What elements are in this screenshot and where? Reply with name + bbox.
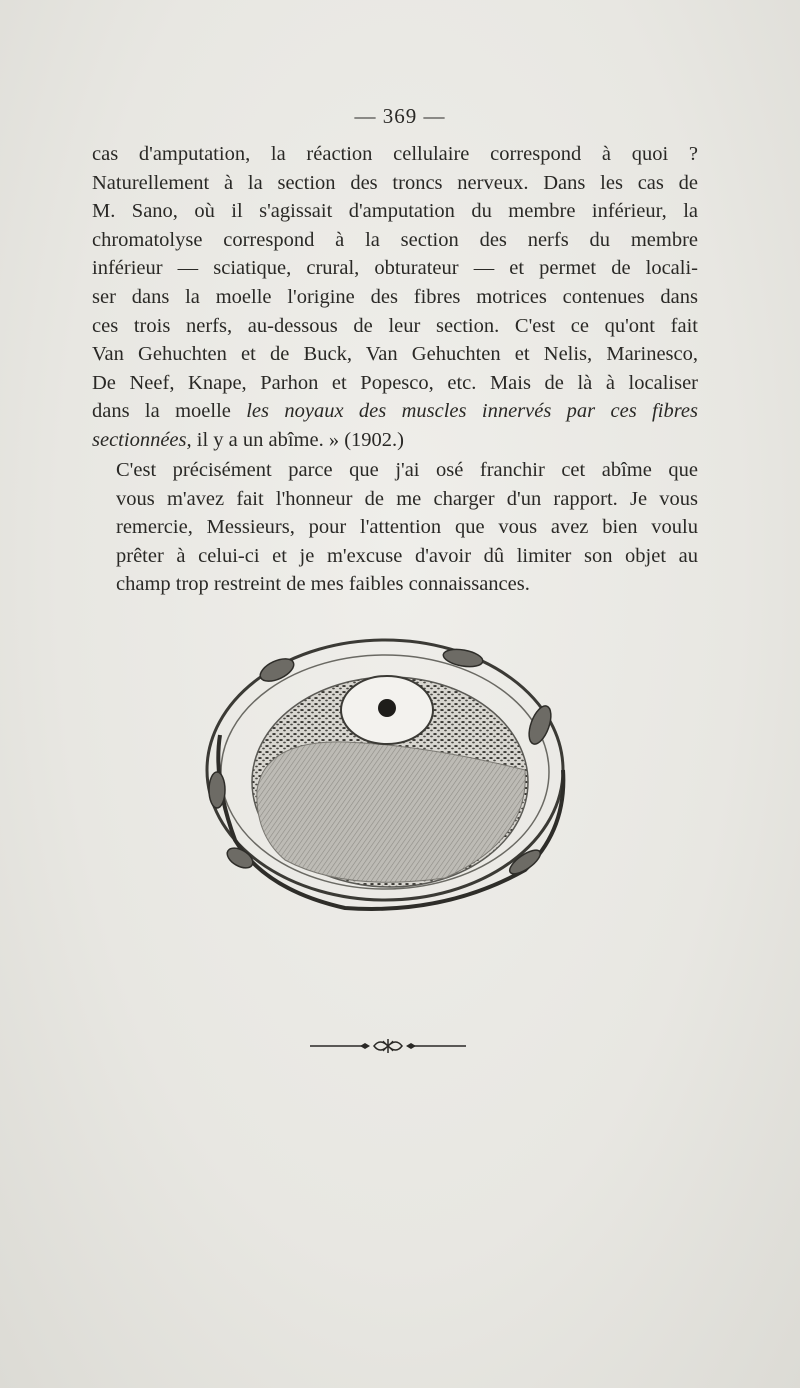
paragraph-2 <box>92 456 698 599</box>
text-line: vous m'avez fait l'honneur de me charger d'un rapport. Je vous <box>116 487 698 510</box>
text-line: De Neef, Knape, Parhon et Popesco, etc. Mais de là à localiser <box>92 371 698 394</box>
text-line: M. Sano, où il s'agissait d'amputation du membre inférieur, la <box>92 200 698 223</box>
text-line: ces trois nerfs, au-dessous de leur section. C'est ce qu'ont fait <box>92 314 698 337</box>
text-line: C'est précisément parce que j'ai osé franchir cet abîme que <box>116 459 698 481</box>
text-line: champ trop restreint de mes faibles connaissances. <box>116 573 530 596</box>
italic-phrase: sectionnées, <box>92 428 192 451</box>
text-line-mixed <box>92 426 698 455</box>
text-run: dans la moelle <box>92 400 247 423</box>
text-line: chromatolyse correspond à la section des nerfs du membre <box>92 228 698 251</box>
nerve-cell-illustration <box>195 630 575 920</box>
paragraph-1 <box>92 140 698 455</box>
text-line: prêter à celui-ci et je m'excuse d'avoir dû limiter son objet au <box>116 544 698 567</box>
text-line: Naturellement à la section des troncs nerveux. Dans les cas de <box>92 171 698 194</box>
italic-phrase: les noyaux des muscles innervés par ces fibres <box>246 400 698 423</box>
text-line-mixed <box>92 397 698 426</box>
text-run: il y a un abîme. » (1902.) <box>191 428 404 451</box>
text-line: inférieur — sciatique, crural, obturateur — et permet de locali- <box>92 257 698 280</box>
nucleus <box>341 676 433 744</box>
text-line: Van Gehuchten et de Buck, Van Gehuchten et Nelis, Marinesco, <box>92 343 698 366</box>
tailpiece-ornament <box>308 1034 468 1058</box>
page-number: — 369 — <box>354 104 446 128</box>
text-line: remercie, Messieurs, pour l'attention que vous avez bien voulu <box>116 516 698 539</box>
text-line: cas d'amputation, la réaction cellulaire correspond à quoi ? <box>92 143 698 165</box>
text-line: ser dans la moelle l'origine des fibres motrices contenues dans <box>92 285 698 308</box>
